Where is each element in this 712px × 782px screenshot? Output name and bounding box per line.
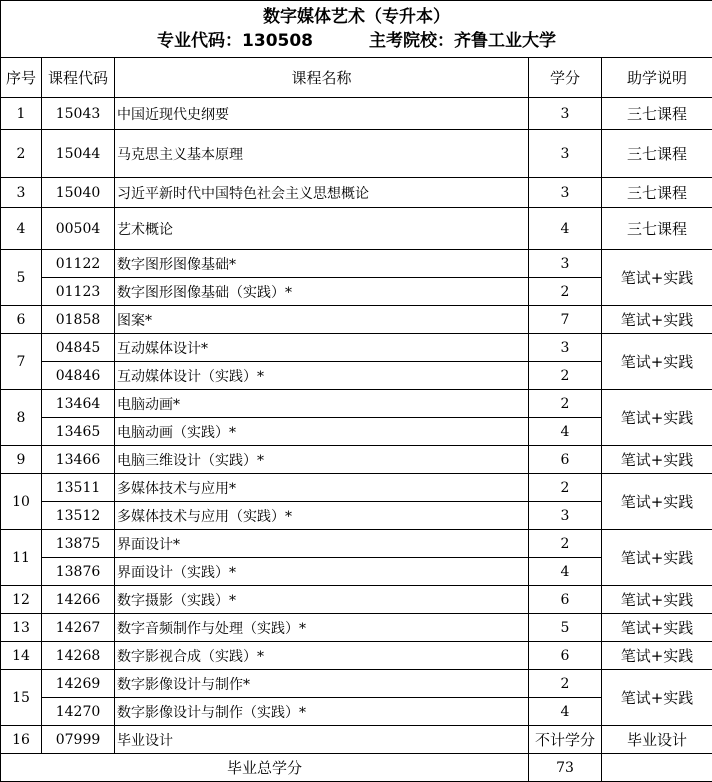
table-row xyxy=(1,334,712,362)
table-row xyxy=(1,130,712,178)
name-cell: 电脑动画* xyxy=(115,390,529,418)
credit-cell: 6 xyxy=(529,586,602,614)
code-cell: 14270 xyxy=(42,698,115,726)
header-name: 课程名称 xyxy=(115,58,529,98)
seq-cell: 7 xyxy=(1,334,42,390)
note-cell: 三七课程 xyxy=(602,178,712,208)
note-cell: 笔试+实践 xyxy=(602,306,712,334)
code-cell: 13512 xyxy=(42,502,115,530)
note-cell: 笔试+实践 xyxy=(602,670,712,726)
name-cell: 马克思主义基本原理 xyxy=(115,130,529,178)
table-row xyxy=(1,306,712,334)
code-cell: 01123 xyxy=(42,278,115,306)
total-credit: 73 xyxy=(529,754,602,782)
seq-cell: 9 xyxy=(1,446,42,474)
name-cell: 界面设计（实践）* xyxy=(115,558,529,586)
credit-cell: 2 xyxy=(529,530,602,558)
seq-cell: 8 xyxy=(1,390,42,446)
exam-school: 主考院校：齐鲁工业大学 xyxy=(369,29,556,53)
table-row xyxy=(1,614,712,642)
seq-cell: 10 xyxy=(1,474,42,530)
seq-cell: 3 xyxy=(1,178,42,208)
seq-cell: 2 xyxy=(1,130,42,178)
name-cell: 数字音频制作与处理（实践）* xyxy=(115,614,529,642)
table-row xyxy=(1,726,712,754)
name-cell: 毕业设计 xyxy=(115,726,529,754)
note-cell: 三七课程 xyxy=(602,208,712,250)
code-cell: 14268 xyxy=(42,642,115,670)
credit-cell: 4 xyxy=(529,558,602,586)
code-cell: 07999 xyxy=(42,726,115,754)
note-cell: 三七课程 xyxy=(602,130,712,178)
title-cell xyxy=(1,1,712,58)
credit-cell: 5 xyxy=(529,614,602,642)
code-cell: 13875 xyxy=(42,530,115,558)
subtitle xyxy=(1,29,712,53)
name-cell: 多媒体技术与应用* xyxy=(115,474,529,502)
note-cell: 三七课程 xyxy=(602,98,712,130)
total-row xyxy=(1,754,712,782)
table-row xyxy=(1,670,712,698)
table-row xyxy=(1,530,712,558)
code-cell: 13876 xyxy=(42,558,115,586)
name-cell: 中国近现代史纲要 xyxy=(115,98,529,130)
seq-cell: 13 xyxy=(1,614,42,642)
name-cell: 电脑动画（实践）* xyxy=(115,418,529,446)
note-cell: 笔试+实践 xyxy=(602,474,712,530)
credit-cell: 3 xyxy=(529,98,602,130)
seq-cell: 16 xyxy=(1,726,42,754)
credit-cell: 不计学分 xyxy=(529,726,602,754)
code-cell: 01858 xyxy=(42,306,115,334)
name-cell: 数字摄影（实践）* xyxy=(115,586,529,614)
code-cell: 13466 xyxy=(42,446,115,474)
credit-cell: 2 xyxy=(529,278,602,306)
page-title: 数字媒体艺术（专升本） xyxy=(1,5,712,29)
credit-cell: 2 xyxy=(529,390,602,418)
total-note xyxy=(602,754,712,782)
credit-cell: 4 xyxy=(529,698,602,726)
name-cell: 互动媒体设计（实践）* xyxy=(115,362,529,390)
code-cell: 15043 xyxy=(42,98,115,130)
table-row xyxy=(1,208,712,250)
code-cell: 13465 xyxy=(42,418,115,446)
code-cell: 04846 xyxy=(42,362,115,390)
table-row xyxy=(1,390,712,418)
credit-cell: 6 xyxy=(529,446,602,474)
header-row xyxy=(1,58,712,98)
name-cell: 数字影像设计与制作（实践）* xyxy=(115,698,529,726)
note-cell: 笔试+实践 xyxy=(602,334,712,390)
name-cell: 互动媒体设计* xyxy=(115,334,529,362)
code-cell: 14267 xyxy=(42,614,115,642)
code-cell: 14266 xyxy=(42,586,115,614)
name-cell: 数字图形图像基础（实践）* xyxy=(115,278,529,306)
code-cell: 13511 xyxy=(42,474,115,502)
seq-cell: 11 xyxy=(1,530,42,586)
credit-cell: 2 xyxy=(529,362,602,390)
credit-cell: 2 xyxy=(529,474,602,502)
name-cell: 数字图形图像基础* xyxy=(115,250,529,278)
header-seq: 序号 xyxy=(1,58,42,98)
name-cell: 数字影像设计与制作* xyxy=(115,670,529,698)
name-cell: 电脑三维设计（实践）* xyxy=(115,446,529,474)
credit-cell: 3 xyxy=(529,178,602,208)
note-cell: 笔试+实践 xyxy=(602,614,712,642)
credit-cell: 7 xyxy=(529,306,602,334)
credit-cell: 4 xyxy=(529,418,602,446)
header-code: 课程代码 xyxy=(42,58,115,98)
table-row xyxy=(1,98,712,130)
note-cell: 毕业设计 xyxy=(602,726,712,754)
name-cell: 习近平新时代中国特色社会主义思想概论 xyxy=(115,178,529,208)
note-cell: 笔试+实践 xyxy=(602,390,712,446)
seq-cell: 15 xyxy=(1,670,42,726)
name-cell: 界面设计* xyxy=(115,530,529,558)
table-row xyxy=(1,250,712,278)
code-cell: 15044 xyxy=(42,130,115,178)
note-cell: 笔试+实践 xyxy=(602,446,712,474)
code-cell: 00504 xyxy=(42,208,115,250)
name-cell: 数字影视合成（实践）* xyxy=(115,642,529,670)
seq-cell: 1 xyxy=(1,98,42,130)
credit-cell: 6 xyxy=(529,642,602,670)
table-row xyxy=(1,642,712,670)
credit-cell: 3 xyxy=(529,130,602,178)
name-cell: 多媒体技术与应用（实践）* xyxy=(115,502,529,530)
credit-cell: 3 xyxy=(529,334,602,362)
note-cell: 笔试+实践 xyxy=(602,642,712,670)
code-cell: 14269 xyxy=(42,670,115,698)
table-row xyxy=(1,474,712,502)
seq-cell: 12 xyxy=(1,586,42,614)
code-cell: 01122 xyxy=(42,250,115,278)
note-cell: 笔试+实践 xyxy=(602,250,712,306)
seq-cell: 6 xyxy=(1,306,42,334)
credit-cell: 3 xyxy=(529,250,602,278)
table-row xyxy=(1,446,712,474)
credit-cell: 3 xyxy=(529,502,602,530)
name-cell: 图案* xyxy=(115,306,529,334)
major-code: 专业代码：130508 xyxy=(157,29,313,53)
credit-cell: 4 xyxy=(529,208,602,250)
table-row xyxy=(1,178,712,208)
code-cell: 13464 xyxy=(42,390,115,418)
header-credit: 学分 xyxy=(529,58,602,98)
total-label: 毕业总学分 xyxy=(1,754,529,782)
note-cell: 笔试+实践 xyxy=(602,530,712,586)
header-note: 助学说明 xyxy=(602,58,712,98)
code-cell: 04845 xyxy=(42,334,115,362)
seq-cell: 14 xyxy=(1,642,42,670)
table-row xyxy=(1,586,712,614)
name-cell: 艺术概论 xyxy=(115,208,529,250)
seq-cell: 4 xyxy=(1,208,42,250)
seq-cell: 5 xyxy=(1,250,42,306)
code-cell: 15040 xyxy=(42,178,115,208)
note-cell: 笔试+实践 xyxy=(602,586,712,614)
title-row xyxy=(1,1,712,58)
credit-cell: 2 xyxy=(529,670,602,698)
